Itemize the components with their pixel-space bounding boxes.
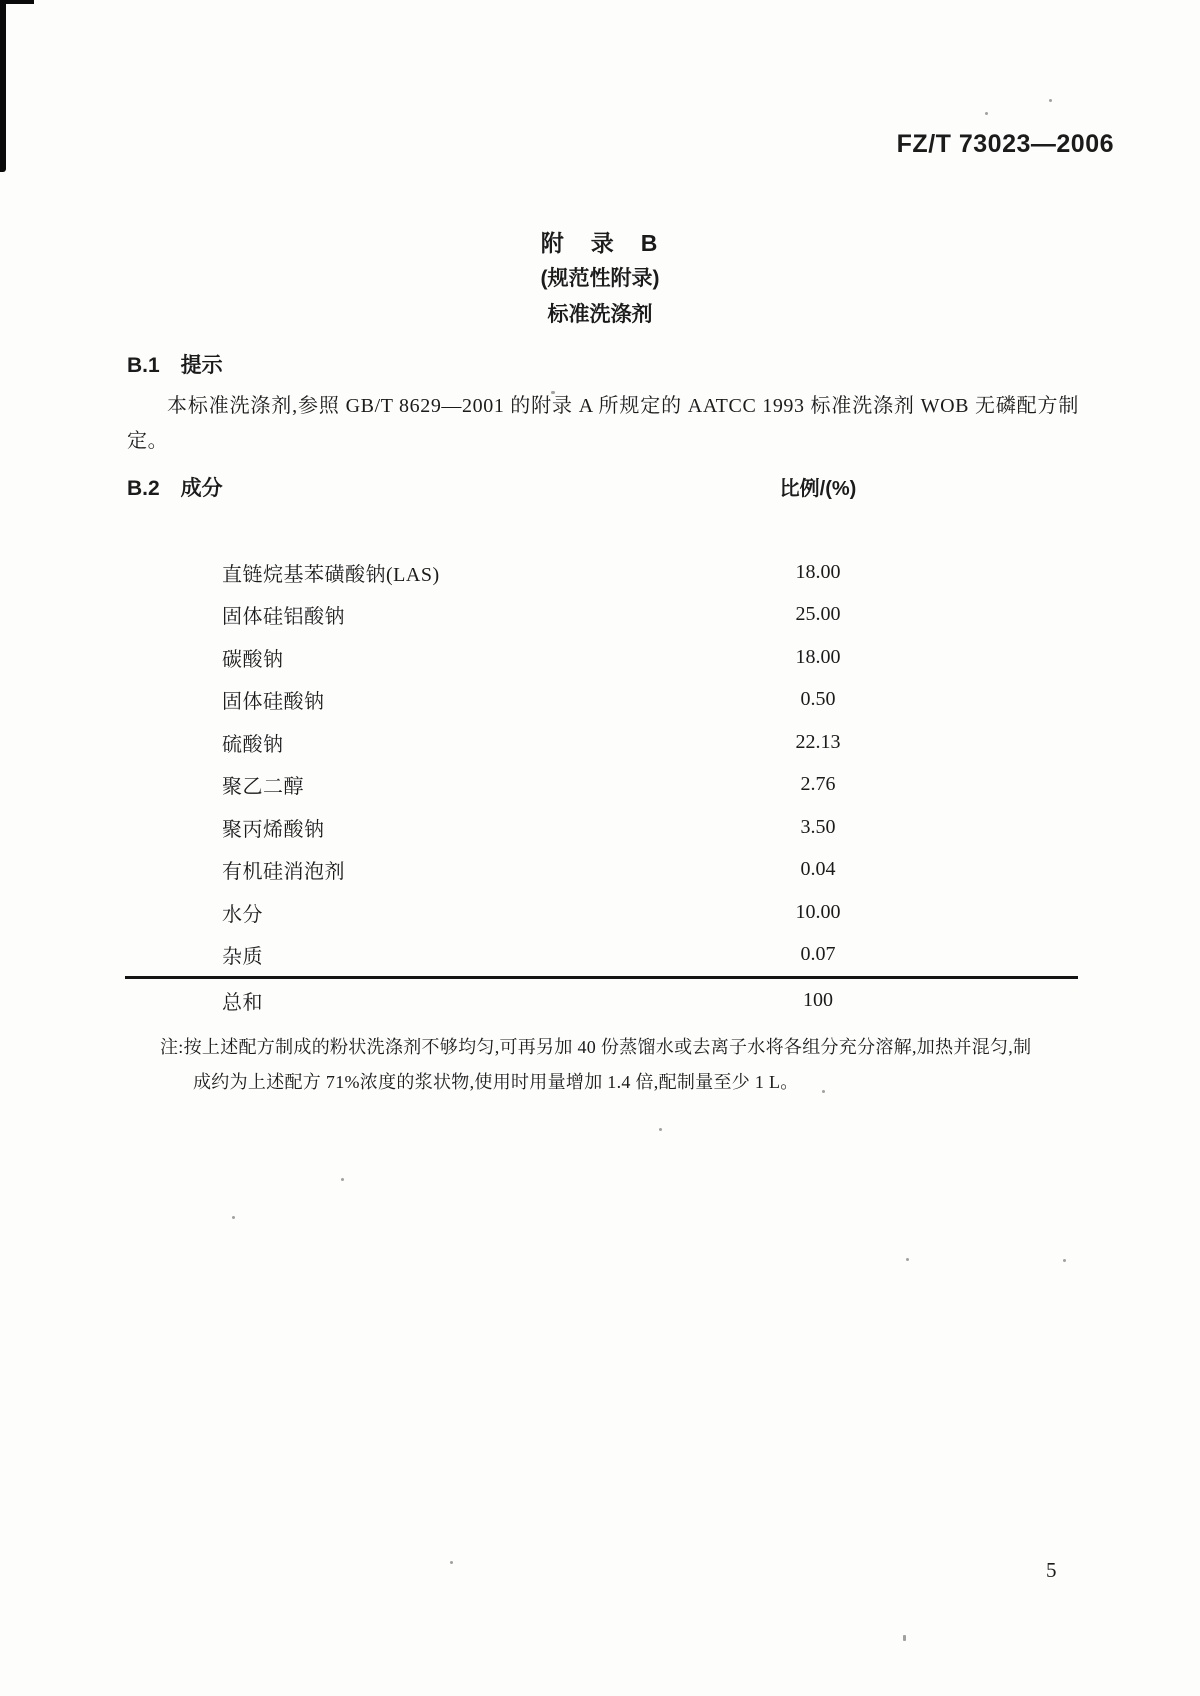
scan-speck <box>341 1178 344 1181</box>
total-value: 100 <box>803 988 833 1011</box>
ingredient-value: 10.00 <box>795 900 841 923</box>
ingredient-name: 聚乙二醇 <box>222 776 304 799</box>
note-label: 注: <box>160 1037 184 1057</box>
ingredient-value: 3.50 <box>800 815 836 838</box>
ingredient-value: 0.50 <box>800 688 836 711</box>
ingredient-value: 22.13 <box>795 730 841 753</box>
table-row <box>125 721 1078 764</box>
table-row <box>125 636 1078 679</box>
scan-speck <box>659 1128 662 1131</box>
appendix-name: 标准洗涤剂 <box>547 303 653 326</box>
scan-speck <box>906 1258 909 1261</box>
note-block <box>160 1030 1031 1100</box>
scan-edge-artifact <box>0 0 6 172</box>
ingredient-name: 水分 <box>222 903 263 926</box>
ingredient-name: 直链烷基苯磺酸钠(LAS) <box>222 563 440 586</box>
table-row <box>125 551 1078 594</box>
section-b1-heading: B.1 提示 <box>127 354 223 377</box>
table-row <box>125 594 1078 637</box>
appendix-subtitle: (规范性附录) <box>540 267 660 290</box>
note-text-1: 按上述配方制成的粉状洗涤剂不够均匀,可再另加 40 份蒸馏水或去离子水将各组分充分溶解,加热并混匀,制 <box>183 1037 1032 1057</box>
ingredient-name: 聚丙烯酸钠 <box>222 818 325 841</box>
standard-code: FZ/T 73023—2006 <box>896 130 1114 158</box>
ingredient-value: 25.00 <box>795 603 841 626</box>
ingredient-name: 固体硅酸钠 <box>222 691 325 714</box>
scan-speck <box>1063 1259 1066 1262</box>
ingredient-value: 0.07 <box>800 943 836 966</box>
appendix-title-block <box>0 225 1200 333</box>
scan-speck <box>450 1561 453 1564</box>
ratio-column-header: 比例/(%) <box>779 478 857 500</box>
total-label: 总和 <box>222 991 263 1014</box>
ingredient-value: 2.76 <box>800 773 836 796</box>
table-row <box>125 934 1078 977</box>
ingredient-name: 硫酸钠 <box>222 733 284 756</box>
note-line-2: 成约为上述配方 71%浓度的浆状物,使用时用量增加 1.4 倍,配制量至少 1 L。 <box>193 1072 799 1092</box>
ingredient-name: 固体硅铝酸钠 <box>222 606 345 629</box>
table-row <box>125 849 1078 892</box>
section-b1-paragraph: 本标准洗涤剂,参照 GB/T 8629—2001 的附录 A 所规定的 AATCC 1993 标准洗涤剂 WOB 无磷配方制定。 <box>127 395 1079 452</box>
scan-edge-artifact <box>0 0 34 4</box>
scan-speck <box>903 1635 906 1641</box>
table-row <box>125 764 1078 807</box>
ingredient-value: 18.00 <box>795 645 841 668</box>
section-b2-heading-row <box>127 475 1079 505</box>
note-line-1 <box>160 1030 1031 1065</box>
ingredient-value: 0.04 <box>800 858 836 881</box>
scan-speck <box>232 1216 235 1219</box>
ingredient-name: 有机硅消泡剂 <box>222 861 345 884</box>
ingredient-name: 碳酸钠 <box>222 648 284 671</box>
scan-speck <box>1049 99 1052 102</box>
table-total-row <box>125 979 1078 1021</box>
table-row <box>125 679 1078 722</box>
ingredient-table <box>125 551 1078 1021</box>
ingredient-name: 杂质 <box>222 946 263 969</box>
page-number: 5 <box>1046 1558 1057 1582</box>
scan-speck <box>985 112 988 115</box>
ingredient-value: 18.00 <box>795 560 841 583</box>
table-row <box>125 891 1078 934</box>
section-b2-heading: B.2 成分 <box>127 477 223 500</box>
table-row <box>125 806 1078 849</box>
appendix-title: 附 录 B <box>540 230 660 256</box>
